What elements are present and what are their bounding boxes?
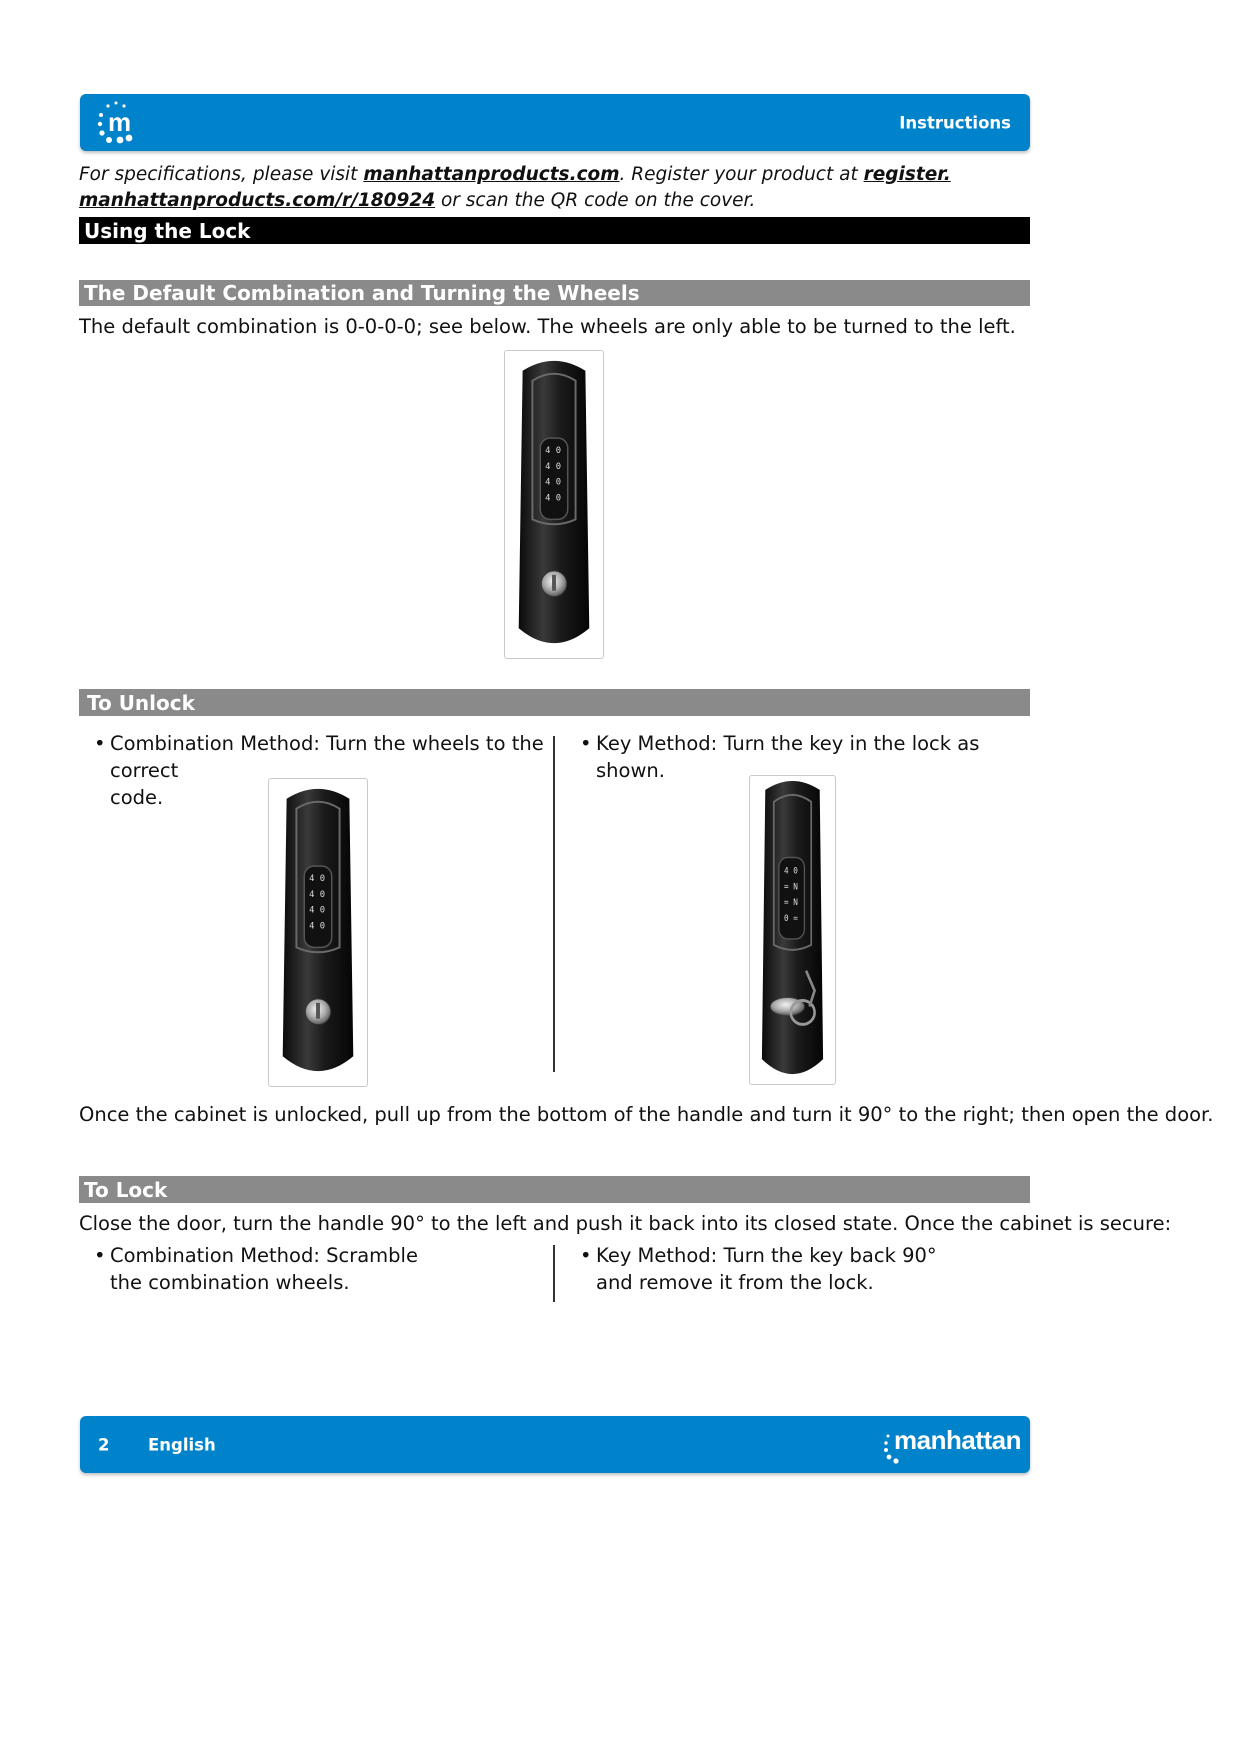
lock-combo-bullet: • Combination Method: Scramble the combination wheels. [94,1244,418,1294]
default-combo-text: The default combination is 0-0-0-0; see below. The wheels are only able to be turned to the left. [79,315,1016,338]
unlock-after-text: Once the cabinet is unlocked, pull up from the bottom of the handle and turn it 90° to the right; then open the door. [79,1103,1214,1126]
intro-prefix: For specifications, please visit [79,164,364,185]
lock-text: Close the door, turn the handle 90° to the left and push it back into its closed state. Once the cabinet is secure: [79,1212,1172,1235]
using-lock-heading: Using the Lock [79,217,1030,244]
lock-key-bullet: • Key Method: Turn the key back 90° and remove it from the lock. [580,1244,937,1294]
unlock-combo-bullet: • Combination Method: Turn the wheels to the correct code. [94,732,544,809]
manhattan-brand-logo [882,1424,1021,1466]
unlock-key-bullet: • Key Method: Turn the key in the lock as shown. [580,732,980,782]
register-link-part2[interactable]: manhattanproducts.com/r/180924 [79,190,436,211]
header-bar [80,94,1030,151]
unlock-heading: To Unlock [79,689,1030,716]
lock-heading: To Lock [79,1176,1030,1203]
default-combo-heading: The Default Combination and Turning the Wheels [79,280,1030,306]
lock-photo-combination [268,778,368,1087]
header-section-label: Instructions [899,113,1011,132]
register-link-part1[interactable]: register. [863,164,951,185]
specs-link[interactable]: manhattanproducts.com [363,164,620,185]
footer-bar [80,1416,1030,1473]
lock-photo-key [749,775,836,1085]
manhattan-m-logo [96,100,136,144]
svg-text:m: m [108,107,132,137]
intro-text [79,162,1029,214]
page-number: 2 [98,1435,110,1454]
lock-photo-default [504,350,604,659]
unlock-column-divider [553,736,555,1072]
brand-wordmark: manhattan [894,1425,1021,1455]
intro-suffix: or scan the QR code on the cover. [435,190,756,211]
intro-middle: . Register your product at [619,164,864,185]
footer-language: English [148,1435,216,1454]
lock-column-divider [553,1245,555,1302]
